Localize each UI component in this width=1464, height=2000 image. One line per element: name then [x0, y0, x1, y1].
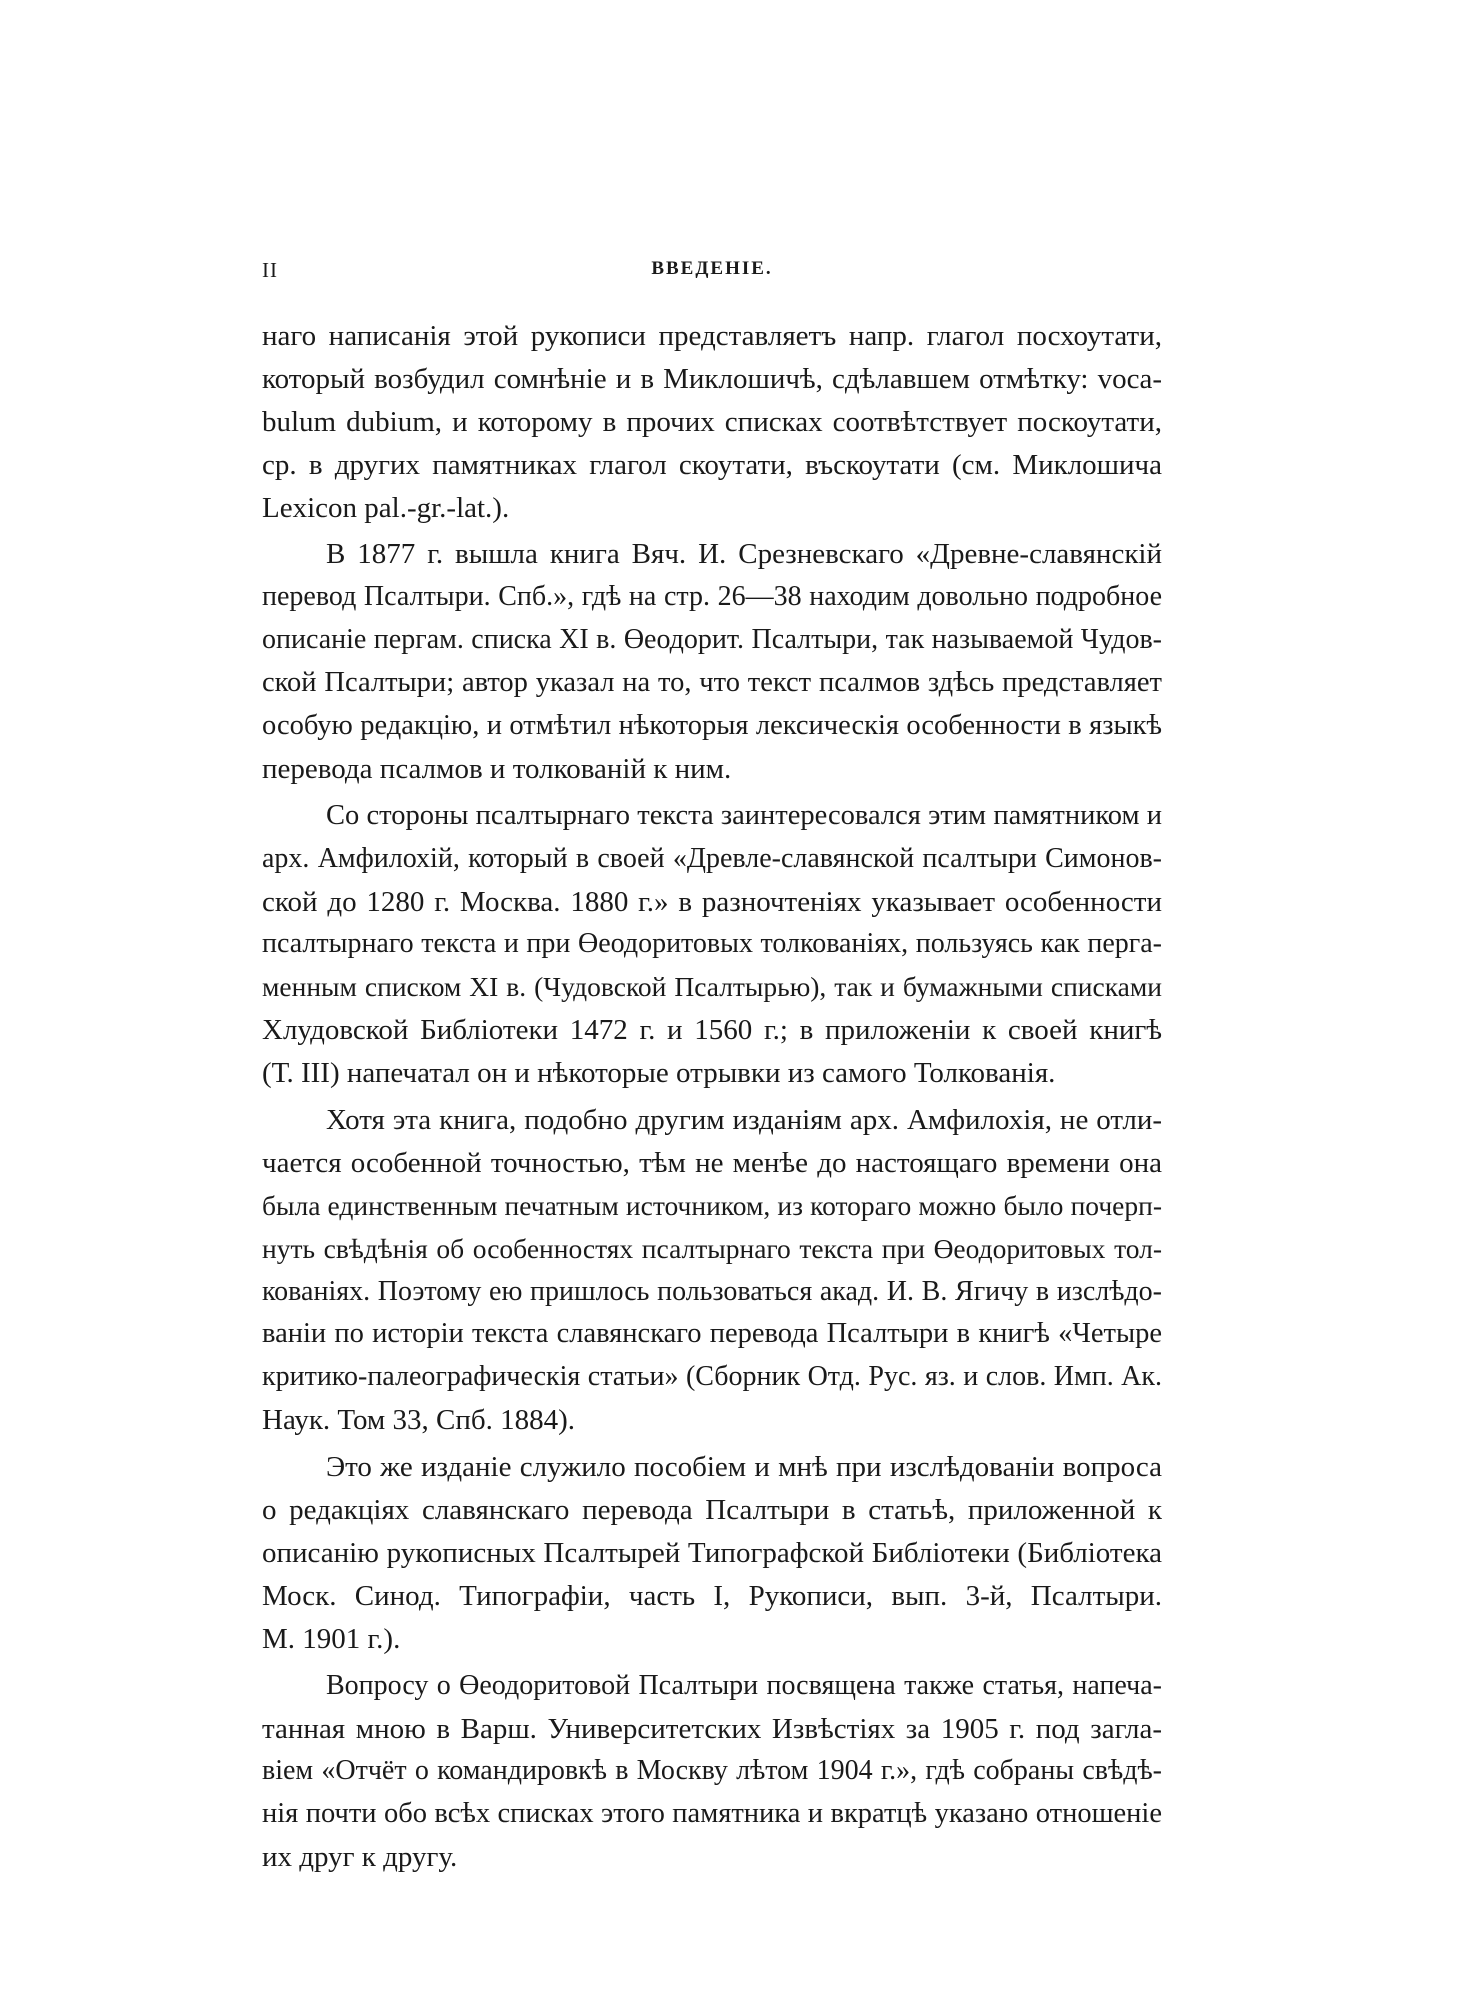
text-line: Это же изданіе служило пособіем и мнѣ при изслѣдованіи вопроса: [326, 1451, 1162, 1484]
header-title: ВВЕДЕНІЕ.: [651, 258, 773, 279]
paragraph-2: [262, 533, 1162, 790]
text-line: Моск. Синод. Типографіи, часть I, Рукописи, вып. 3-й, Псалтыри.: [262, 1579, 1162, 1612]
text-line: В 1877 г. вышла книга Вяч. И. Срезневскаго «Древне-славянскій: [326, 538, 1162, 571]
text-line: (Т. III) напечатал он и нѣкоторые отрывки из самого Толкованія.: [262, 1057, 1056, 1090]
text-line: псалтырнаго текста и при Өеодоритовых толкованіях, пользуясь как перга-: [262, 928, 1162, 960]
text-line: их друг к другу.: [262, 1841, 458, 1874]
text-line: віем «Отчёт о командировкѣ в Москву лѣтом 1904 г.», гдѣ собраны свѣдѣ-: [262, 1755, 1162, 1787]
text-line: нуть свѣдѣнія об особенностях псалтырнаго текста при Өеодоритовых тол-: [262, 1232, 1162, 1264]
text-line: ваніи по исторіи текста славянскаго перевода Псалтыри в книгѣ «Четыре: [262, 1318, 1162, 1350]
text-line: была единственным печатным источником, из котораго можно было почерп-: [262, 1189, 1162, 1221]
body-text: [262, 315, 1162, 1879]
paragraph-1: [262, 315, 1162, 529]
text-line: ской до 1280 г. Москва. 1880 г.» в разночтеніях указывает особенности: [262, 885, 1162, 918]
text-line: арх. Амфилохій, который в своей «Древле-славянской псалтыри Симонов-: [262, 842, 1162, 874]
text-line: Со стороны псалтырнаго текста заинтересовался этим памятником и: [326, 799, 1162, 831]
text-line: М. 1901 г.).: [262, 1622, 401, 1655]
text-line: описаніе пергам. списка XI в. Өеодорит. Псалтыри, так называемой Чудов-: [262, 624, 1162, 656]
text-line: нія почти обо всѣх списках этого памятника и вкратцѣ указано отношеніе: [262, 1798, 1162, 1830]
text-line: Lexicon pal.-gr.-lat.).: [262, 491, 510, 524]
text-line: bulum dubium, и которому в прочих списках соотвѣтствует поскоутати,: [262, 405, 1162, 438]
paragraph-5: [262, 1446, 1162, 1660]
paragraph-6: [262, 1665, 1162, 1879]
text-line: перевода псалмов и толкованій к ним.: [262, 752, 732, 785]
text-line: Наук. Том 33, Спб. 1884).: [262, 1404, 576, 1437]
text-line: перевод Псалтыри. Спб.», гдѣ на стр. 26—38 находим довольно подробное: [262, 581, 1162, 613]
text-line: чается особенной точностью, тѣм не менѣе до настоящаго времени она: [262, 1146, 1162, 1179]
text-line: Вопросу о Өеодоритовой Псалтыри посвящена также статья, напеча-: [326, 1669, 1162, 1701]
text-line: о редакціях славянскаго перевода Псалтыри в статьѣ, приложенной к: [262, 1494, 1162, 1527]
text-line: ср. в других памятниках глагол скоутати, въскоутати (см. Миклошича: [262, 448, 1162, 481]
text-line: танная мною в Варш. Университетских Извѣстіях за 1905 г. под загла-: [262, 1712, 1162, 1745]
text-line: Хлудовской Библіотеки 1472 г. и 1560 г.; в приложеніи к своей книгѣ: [262, 1014, 1162, 1047]
text-line: менным списком XI в. (Чудовской Псалтырью), так и бумажными списками: [262, 971, 1162, 1003]
page-number: II: [262, 258, 278, 282]
text-line: Хотя эта книга, подобно другим изданіям арх. Амфилохія, не отли-: [326, 1104, 1162, 1137]
running-head: [262, 258, 1162, 288]
text-line: критико-палеографическія статьи» (Сборник Отд. Рус. яз. и слов. Имп. Ак.: [262, 1361, 1162, 1393]
text-line: кованіях. Поэтому ею пришлось пользоваться акад. И. В. Ягичу в изслѣдо-: [262, 1275, 1162, 1307]
text-line: ской Псалтыри; автор указал на то, что текст псалмов здѣсь представляет: [262, 667, 1162, 699]
paragraph-3: [262, 795, 1162, 1095]
paragraph-4: [262, 1099, 1162, 1442]
text-line: особую редакцію, и отмѣтил нѣкоторыя лексическія особенности в языкѣ: [262, 710, 1162, 742]
text-line: наго написанія этой рукописи представляетъ напр. глагол посхоутати,: [262, 320, 1162, 352]
text-line: описанію рукописных Псалтырей Типографской Библіотеки (Библіотека: [262, 1536, 1162, 1569]
text-line: который возбудил сомнѣніе и в Миклошичѣ, сдѣлавшем отмѣтку: voca-: [262, 362, 1162, 395]
